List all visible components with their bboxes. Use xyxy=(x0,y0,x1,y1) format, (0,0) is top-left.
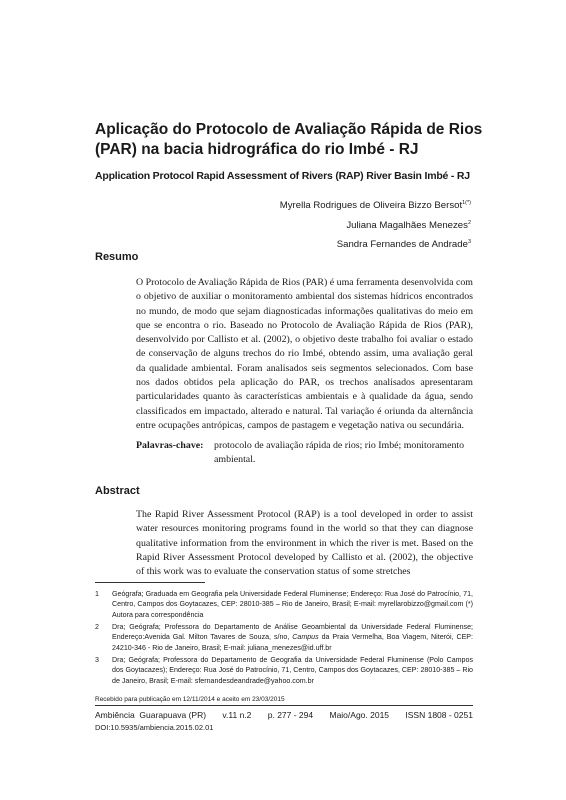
footnote-3 xyxy=(95,655,473,686)
journal-volume: v.11 n.2 xyxy=(222,710,252,720)
abstract-text: The Rapid River Assessment Protocol (RAP) is a tool developed in order to assist water resources monitoring programs found in the world so that they can diagnose qualitative information from the environment in which the river is met. Based on the Rapid River Assessment Protocol developed by Callisto et al. (2002), the objective of this work was to evaluate the conservation status of some stretches xyxy=(136,509,473,578)
footnote-1 xyxy=(95,589,473,620)
journal-pages: p. 277 - 294 xyxy=(267,710,314,720)
journal-city: Guarapuava (PR) xyxy=(139,710,207,720)
footnote-divider xyxy=(95,582,205,583)
footnote-number: 1 xyxy=(95,590,99,598)
author-affiliation-mark: 2 xyxy=(467,219,471,226)
footnote-text xyxy=(112,622,473,653)
footnote-text-part: da Praia Vermelha, Boa Viagem, Niterói, CEP: 24210-346 - Rio de Janeiro, Brasil; E-mail: juliana_menezes@id.uff.br xyxy=(112,633,474,652)
keywords-row xyxy=(136,439,473,467)
author-name: Sandra Fernandes de Andrade xyxy=(336,239,468,251)
article-subtitle-english: Application Protocol Rapid Assessment of Rivers (RAP) River Basin Imbé - RJ xyxy=(95,170,470,182)
journal-name: Ambiência xyxy=(95,710,135,720)
footnote-text: Dra; Geógrafa; Professora do Departamento de Geografia da Universidade Federal Fluminense (Polo Campos dos Goytacazes); Endereço: Rua José do Patrocínio, 71, Centro, Campos dos Goytacazes, CEP: 28010-385 – Rio de Janeiro, Brasil; E-mail: sfernandesdeandrade@yahoo.com.br xyxy=(112,656,473,685)
footnote-number: 3 xyxy=(95,656,99,664)
author-list xyxy=(151,195,471,254)
keywords-label: Palavras-chave: xyxy=(136,440,204,451)
footnote-text-italic: Campus xyxy=(292,633,319,642)
author-name: Myrella Rodrigues de Oliveira Bizzo Bersot xyxy=(279,200,463,212)
author-3 xyxy=(151,234,471,254)
author-1 xyxy=(151,195,471,215)
author-affiliation-mark: 1(*) xyxy=(462,200,471,206)
footnote-number: 2 xyxy=(95,623,99,631)
journal-citation-line xyxy=(95,710,473,721)
doi-line: DOI:10.5935/ambiencia.2015.02.01 xyxy=(95,723,214,732)
footnote-2 xyxy=(95,622,473,653)
journal-name-city xyxy=(95,710,206,721)
footnote-text-part: Dra; Geógrafa; Professora do Departamento de Análise Geoambiental da Universidade Federal Fluminense; Endereço:Avenida Gal. Milton Tavares de Souza, s/no, xyxy=(112,623,473,642)
author-name: Juliana Magalhães Menezes xyxy=(346,219,468,231)
footer-divider xyxy=(95,705,473,706)
journal-date: Maio/Ago. 2015 xyxy=(329,710,390,720)
received-date-line: Recebido para publicação em 12/11/2014 e aceito em 23/03/2015 xyxy=(95,696,285,703)
footnote-text: Geógrafa; Graduada em Geografia pela Universidade Federal Fluminense; Endereço: Rua José do Patrocínio, 71, Centro, Campos dos Goytacazes, CEP: 28010-385 – Rio de Janeiro, Brasil; E-mail: myrellarobizzo@gmail.com (*) Autora para correspondência xyxy=(112,590,473,619)
journal-issn: ISSN 1808 - 0251 xyxy=(405,710,473,720)
author-affiliation-mark: 3 xyxy=(467,239,471,246)
resumo-text: O Protocolo de Avaliação Rápida de Rios (PAR) é uma ferramenta desenvolvida com o objetivo de auxiliar o monitoramento ambiental dos sistemas hídricos encontrados no mundo, de modo que sejam diagnosticadas informações qualitativas do meio em que se encontra o rio. Baseado no Protocolo de Avaliação Rápida de Rios (PAR), desenvolvido por Callisto et al. (2002), o objetivo deste trabalho foi avaliar o estado de conservação de alguns trechos do rio Imbé, obtendo assim, uma avaliação geral da qualidade ambiental. Foram analisados seis segmentos selecionados. Com base nos dados obtidos pela aplicação do PAR, os trechos analisados apresentaram particularidades quanto às características ambientais e à qualidade da água, sendo classificados em impactado, alterado e natural. Tal variação é oriunda da alternância entre ocupações antrópicas, campos de pastagem e vegetação nativa ou secundária. xyxy=(136,277,473,431)
resumo-heading: Resumo xyxy=(95,251,139,263)
keywords-text: protocolo de avaliação rápida de rios; rio Imbé; monitoramento ambiental. xyxy=(214,440,465,465)
author-2 xyxy=(151,215,471,235)
abstract-heading: Abstract xyxy=(95,485,140,497)
article-title: Aplicação do Protocolo de Avaliação Rápida de Rios (PAR) na bacia hidrográfica do rio Imbé - RJ xyxy=(95,121,483,158)
